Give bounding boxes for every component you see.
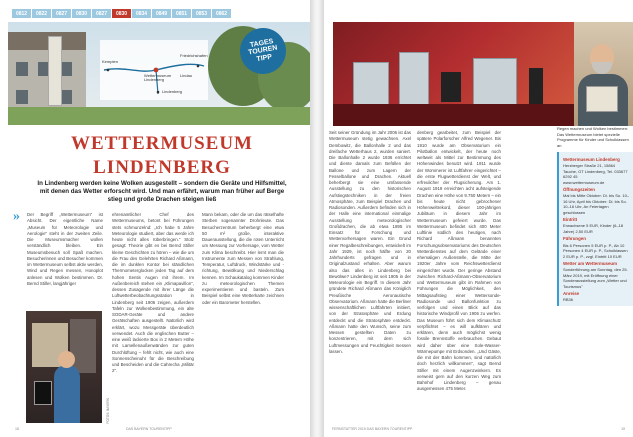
tab[interactable]: 0830	[72, 9, 91, 18]
tagestour-badge: TAGES TOUREN TIPP	[236, 24, 289, 77]
info-heading: Führungen	[563, 236, 586, 242]
info-event: Sonderführung am Sonntag, den 25. März 2019, mit Eröffnung einer Sonderausstellung zum „Wetter und Tourismus"	[563, 267, 628, 289]
tab[interactable]: 0862	[212, 9, 231, 18]
page-gutter	[310, 0, 324, 437]
tab-active[interactable]: 0830	[112, 9, 131, 18]
info-extra: RB36	[563, 297, 574, 303]
map-label: Wettermuseum Lindenberg	[144, 73, 172, 83]
info-heading: Wettermuseum Lindenberg	[563, 157, 620, 163]
tab[interactable]: 0851	[172, 9, 191, 18]
info-panel	[557, 126, 633, 306]
tab[interactable]: 0822	[32, 9, 51, 18]
body-column-right-1: Seit seiner Gründung im Jahr 2006 ist das Wettermuseum stetig gewachsen. Axel Dembowitz, die Ballonhalle 2 und das dreifache Wetterhaus 2, wurden saniert. Die Ballonhalle 2 wurde 1936 errichtet und diente damals zum Befüllen der Ballone und zum Lagern der Fesselballone und Drachen. Aktuell beherbergt sie eine umfassende Ausstellung zu den historischen Aufstiegstechniken in der freien Atmosphäre, zum Beispiel Drachen und Radiosonden. Außerdem befinden sich in der Halle eine international einmalige Ausstellung meteorologischer Großdrachen, die ab etwa 1895 im Einsatz für Forschung und Wettervorhersagen waren. Ein Grund einer Regalbeschreibungen, entwickelt im Jahr 1929, ist noch hälfte von 20 Jahrhunderts gefragen und in Originalzustand erhalten. Aber warum also das alles in Lindenberg bei Bewölwe? Lindenberg ist seit 1905 in der Meteorologie ein Begriff. In diesem Jahr gründete Richard Aßmann das Königlich Preußische Aeronautische Observatorium. Aßmann hatte die Berliner wissenschaftlichen Luftfahrten initiiert, von der Stratosphäre und Erdung entdeckt und die Stratosphäre entdeckt. Aßmann hatte den Wunsch, seine zum Messen gestellten Daten zu konzentrieren, mit dem sich Luftmessungen und Feuchtigkeit messen lassen.	[329, 130, 412, 354]
tab[interactable]: 0827	[52, 9, 71, 18]
photo-credit: FOTOS: BAYERN	[106, 398, 110, 424]
body-column-1: Der Begriff „Wettermuseum" ist Absicht. Der eigentliche Name „Museum für Meteorologie und Aerologie" steht in der zweiten Zeile. Die Museumsmacher wollen verständlich bleiben. Ein Museumsbesuch soll Spaß machen. Besucherinnen und Besucher kommen im Wettermuseum selbst aktiv werden, Wind und Regen messen, Honoplot anlesen und Wolken bestimmen. Dr. Bernd Stiller, langjähriger	[27, 212, 103, 286]
map-label: Friedrichshafen	[180, 53, 208, 58]
article-title	[32, 133, 292, 179]
page-number: 18	[15, 427, 19, 431]
photo-caption: Regen machen und Wolken bestimmen: Das Wettermuseum bietet spezielle Programme für Kinder und Schulklassen an	[557, 126, 629, 148]
map-label: Lindau	[180, 73, 193, 78]
tab[interactable]: 0827	[92, 9, 111, 18]
map-roads	[100, 40, 208, 100]
body-column-2: ehrenamtlicher Chef des Wettermuseums, betont bei Führungen stets schmunzelnd: „Ich habe 5 Jahre Meteorologie studiert, aber das werde ich heute nicht alles rüberbringen." Stolz gesagt: Theorie gibt es bei Bernd Stiller kleine Geschichten zu hören – wie die um die Frau des Gelehrten Richard Aßmann, die im dunklen Kontor bei ständlichen Thermometerglocken jeden Tag auf dem hohen Sentis Augen mit ihrem. Im Außenbereich stehen ein „Klimapavillon", dessen Zusagende mit ihrer Länge die Luftwetterbeobachtungsstation in Lindenberg seit 1906 zeigen, außerdem Tafeln zur Wolkenbestimmung, ein alte SODAR-Geräte und andere Gerätschaften ausgestellt. Natürlich wird erklärt, wozu Messgeräte überdeutlich verwendet. Auch die englischen Butter – eine weiß lackierte Box in 2 Metern Höhe mit Lamellenaußenwänden zur guten Durchlüftung – fehlt nicht, wie auch eine Sonnenscheinuhr für die Beschreibung und Bescheiden und die Cahrecha „Militär 2".	[112, 212, 194, 374]
location-map	[100, 40, 208, 100]
quote-icon: »	[13, 209, 20, 224]
info-heading: Anreise	[563, 291, 580, 297]
article-lead: In Lindenberg werden keine Wolken ausgestellt – sondern die Geräte und Hilfsmittel, mit denen das Wetter erforscht wird. Und man erfährt, warum man früher auf Berge stieg und große Drachen steigen ließ	[37, 180, 287, 204]
left-page	[0, 0, 310, 437]
info-heading: Wetter am Wettermuseum	[563, 261, 618, 267]
child-exhibit-photo	[26, 311, 102, 423]
info-heading: Eintritt	[563, 217, 578, 223]
footer-text: DAS BAYERN TOURENTIPP	[126, 427, 172, 431]
page-number: 19	[621, 427, 625, 431]
map-label: Lindenberg	[162, 89, 183, 94]
tab[interactable]: 0849	[152, 9, 171, 18]
tab[interactable]: 0853	[192, 9, 211, 18]
body-column-3: Mann bekam, oder die um das rätselhafte Sterben sogenannter Drohnleute. Das Besucherzentrum beherbergt eine etwa 50 m² große, interaktive Dauerausstellung, die die roten Unterricht um Messung zur Vorhersage, vom Wetter zum Klima beschreibt. Hier lernt man die Instrumente zum Messen von Strahlung, Temperatur, Luftdruck, Windstärke und -richtung, Bewölkung und Niederschlag kennen. Im Schaukatalog kommen Kinder zu meteorologischen Themen experimentieren und basteln. Zum Beispiel selbst eine Wetterkarte zeichnen oder ein Barometer herstellen.	[202, 212, 284, 305]
body-column-right-2: denberg gearbeitet, zum Beispiel der spätere Polarforscher Alfred Wegener. Bis 1910 wurde am Observatorium ein Pilotballon entwickelt, der heute noch weltweit als Mittel zur Bestimmung des Höhenwindes benutzt wird. 1911 wurde der Wommerer ist Luftfahrer eingerichtet – die erste Flugwetterdienst der Welt, und erfreulicher der Flugsicherung. Am 1. August 1919 erreichten acht aufsteigende Drachen eine Höhe von 9.750 Metern – ein bis heute nicht gebrochener Höhenweltrekord, dieser 100-jährigen Jubiläum in diesem Jahr im Wettermuseum gefeiert wurde. Das Wettermuseum befindet sich 400 Meter Luftlinie südlich des heutigen, nach Richard Aßmann benannten Forschungsobservatoriums des Deutschen Wetterdienstes auf dem Gelände einer ehemaligen Außenstelle, die Mitte der 1920er Jahre vom Reichswetterdienst eingerichtet wurde. Der geringe Abstand zwischen Richard-Aßmann-Observatorium und Wettermuseum gibt im Rahmen von Führungen die Möglichkeit, den Mittagsaufstieg einer Wettersonde-Radiosonde und Ballonfunktion zu verfolgen und einen Blick auf das historische Windprofil von 1906 zu werfen. Das Museum führt sich dem Klimaschutz verpflichtet – es will aufklären und erklären, denn auch möglichst wenig fossile Brennstoffe verbrauchen. Gebaut wird daher über eine Sole-Wasser-Wärmepumpe mit Erdsonden. „Und Gäste, die mit der Bahn kommen, sind natürlich doch herzlich willkommen", sagt Bernd Stiller mit einem Augenzwinkern. Es verweist gern auf den kurzen Weg zum Bahnhof Lindenberg – genau ausgemessen 475 Meter.	[417, 130, 501, 392]
right-page	[324, 0, 633, 437]
info-heading: Öffnungszeiten	[563, 187, 595, 193]
map-marker-museum	[154, 68, 159, 73]
info-web-link[interactable]: www.wettermuseum.de	[563, 179, 605, 185]
info-box	[557, 152, 633, 306]
tab[interactable]: 0812	[12, 9, 31, 18]
info-address: Herzberger Straße 21, 15864 Tauche, OT Lindenberg, Tel. 033677 6292 45	[563, 163, 628, 180]
title-line-2: LINDENBERG	[93, 157, 231, 178]
section-tabs-left	[12, 9, 231, 18]
tab[interactable]: 0834	[132, 9, 151, 18]
info-tours: Bis 6 Personen 5 EUR p. P., Ab 10 Personen 4 EUR p. P., Schulklassen 2 EUR p. P., zzgl. Eintritt 10 EUR	[563, 242, 628, 259]
info-hours: Mai bis Mitte Oktober: Di. bis So. 10–16 Uhr, April bis Oktober: Di. bis So. 10–16 Uhr, An Feiertagen geschlossen	[563, 193, 630, 215]
info-prices: Erwachsene 5 EUR, Kinder (6–18 Jahre) 2,50 EUR	[563, 223, 624, 234]
title-line-1: WETTERMUSEUM	[71, 133, 253, 154]
guide-portrait-photo	[574, 22, 633, 126]
map-label: Kempten	[102, 59, 119, 64]
exhibition-room-photo	[333, 22, 574, 126]
footer-text: FERNSTATTER 2019 DAS BAYERN TOURENTIPP	[332, 427, 413, 431]
